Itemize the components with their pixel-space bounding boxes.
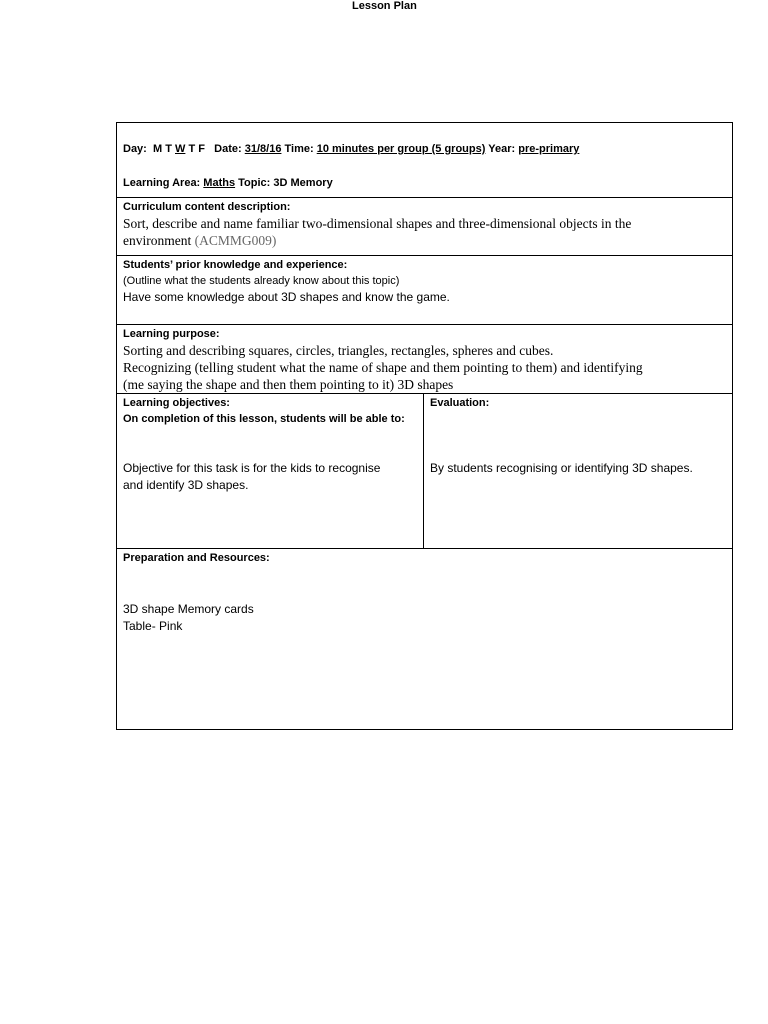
curriculum-line2 <box>123 232 726 249</box>
curriculum-heading: Curriculum content description: <box>123 201 291 213</box>
day-m: M <box>152 143 163 155</box>
evaluation-cell <box>424 394 733 549</box>
date-value: 31/8/16 <box>244 143 282 155</box>
prior-knowledge-heading: Students’ prior knowledge and experience: <box>123 259 348 271</box>
resources-list <box>123 601 726 635</box>
resources-cell <box>117 549 733 730</box>
day-f: F <box>198 143 205 155</box>
resources-heading: Preparation and Resources: <box>123 552 270 564</box>
purpose-line2: Recognizing (telling student what the name of shape and them pointing to them) and identifying <box>123 360 643 375</box>
lesson-plan-table <box>116 122 733 730</box>
area-label: Learning Area: <box>123 177 201 189</box>
resources-row <box>117 549 733 730</box>
day-t1: T <box>165 143 172 155</box>
evaluation-text: By students recognising or identifying 3D shapes. <box>430 461 693 475</box>
time-label: Time: <box>284 143 314 155</box>
area-value: Maths <box>203 177 236 189</box>
prior-knowledge-row <box>117 256 733 325</box>
header-row <box>117 123 733 198</box>
curriculum-code: (ACMMG009) <box>194 233 277 248</box>
area-topic-line <box>123 175 726 191</box>
objectives-line2: and identify 3D shapes. <box>123 478 249 492</box>
purpose-cell <box>117 325 733 394</box>
curriculum-text <box>123 215 726 249</box>
purpose-text <box>123 342 726 393</box>
objectives-cell <box>117 394 424 549</box>
objectives-sub: On completion of this lesson, students will be able to: <box>123 413 405 425</box>
day-t2: T <box>188 143 196 155</box>
year-value: pre-primary <box>518 143 580 155</box>
date-label: Date: <box>214 143 242 155</box>
prior-knowledge-hint: (Outline what the students already know about this topic) <box>123 275 400 287</box>
objectives-evaluation-row <box>117 394 733 549</box>
topic-value: 3D Memory <box>273 177 333 189</box>
purpose-line1: Sorting and describing squares, circles, triangles, rectangles, spheres and cubes. <box>123 343 554 358</box>
curriculum-line2-text: environment <box>123 233 192 248</box>
curriculum-line1: Sort, describe and name familiar two-dimensional shapes and three-dimensional objects in the <box>123 216 632 231</box>
resource-item-1: 3D shape Memory cards <box>123 602 254 616</box>
prior-knowledge-cell <box>117 256 733 325</box>
evaluation-heading: Evaluation: <box>430 397 490 409</box>
prior-knowledge-text: Have some knowledge about 3D shapes and know the game. <box>123 290 450 304</box>
curriculum-row <box>117 198 733 256</box>
header-cell <box>117 123 733 198</box>
resource-item-2: Table- Pink <box>123 619 183 633</box>
year-label: Year: <box>488 143 516 155</box>
objectives-text <box>123 460 417 494</box>
curriculum-cell <box>117 198 733 256</box>
page-title: Lesson Plan <box>352 0 417 12</box>
purpose-line3: (me saying the shape and then them pointing to it) 3D shapes <box>123 377 454 392</box>
purpose-row <box>117 325 733 394</box>
topic-label: Topic: <box>238 177 271 189</box>
objectives-line1: Objective for this task is for the kids to recognise <box>123 461 381 475</box>
day-date-line <box>123 141 726 157</box>
day-w: W <box>175 143 186 155</box>
objectives-heading: Learning objectives: <box>123 397 230 409</box>
day-label: Day: <box>123 143 147 155</box>
time-value: 10 minutes per group (5 groups) <box>316 143 486 155</box>
purpose-heading: Learning purpose: <box>123 328 220 340</box>
